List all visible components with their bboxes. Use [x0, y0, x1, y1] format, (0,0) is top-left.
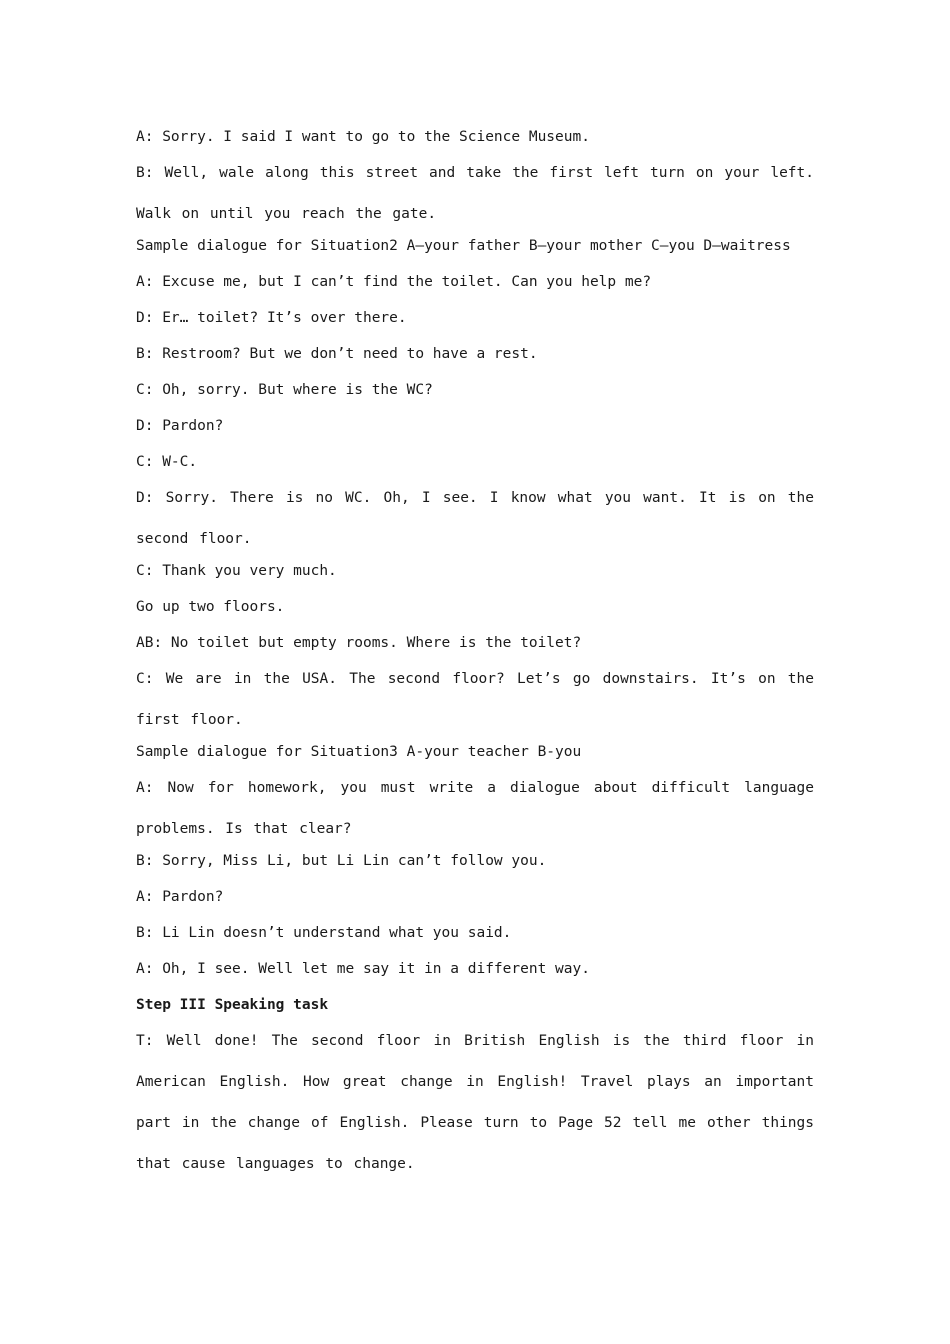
- dialogue-line: AB: No toilet but empty rooms. Where is the toilet?: [136, 635, 582, 651]
- dialogue-line: A: Excuse me, but I can’t find the toilet. Can you help me?: [136, 274, 652, 290]
- step-heading: Step III Speaking task: [136, 997, 329, 1013]
- section-intro: Sample dialogue for Situation3 A-your teacher B-you: [136, 744, 582, 760]
- dialogue-line: C: Oh, sorry. But where is the WC?: [136, 382, 433, 398]
- dialogue-line: B: Sorry, Miss Li, but Li Lin can’t follow you.: [136, 853, 547, 869]
- dialogue-line: D: Er… toilet? It’s over there.: [136, 310, 407, 326]
- dialogue-line: A: Oh, I see. Well let me say it in a different way.: [136, 961, 590, 977]
- document-body: [136, 124, 814, 1183]
- dialogue-line: C: Thank you very much.: [136, 563, 337, 579]
- dialogue-line: A: Sorry. I said I want to go to the Science Museum.: [136, 129, 590, 145]
- dialogue-line: B: Well, wale along this street and take the first left turn on your left. Walk on until you reach the gate.: [136, 165, 814, 222]
- dialogue-line: D: Sorry. There is no WC. Oh, I see. I know what you want. It is on the second floor.: [136, 490, 814, 547]
- teacher-paragraph: T: Well done! The second floor in British English is the third floor in American English. How great change in English! Travel plays an important part in the change of English. Please turn to Page 52 tell me other things that cause languages to change.: [136, 1033, 814, 1172]
- dialogue-line: A: Pardon?: [136, 889, 224, 905]
- dialogue-line: B: Restroom? But we don’t need to have a rest.: [136, 346, 538, 362]
- dialogue-line: A: Now for homework, you must write a dialogue about difficult language problems. Is that clear?: [136, 780, 814, 837]
- stage-direction: Go up two floors.: [136, 599, 285, 615]
- section-intro: Sample dialogue for Situation2 A—your father B—your mother C—you D—waitress: [136, 238, 791, 254]
- dialogue-line: C: W-C.: [136, 454, 198, 470]
- dialogue-line: C: We are in the USA. The second floor? Let’s go downstairs. It’s on the first floor.: [136, 671, 814, 728]
- dialogue-line: B: Li Lin doesn’t understand what you said.: [136, 925, 512, 941]
- dialogue-line: D: Pardon?: [136, 418, 224, 434]
